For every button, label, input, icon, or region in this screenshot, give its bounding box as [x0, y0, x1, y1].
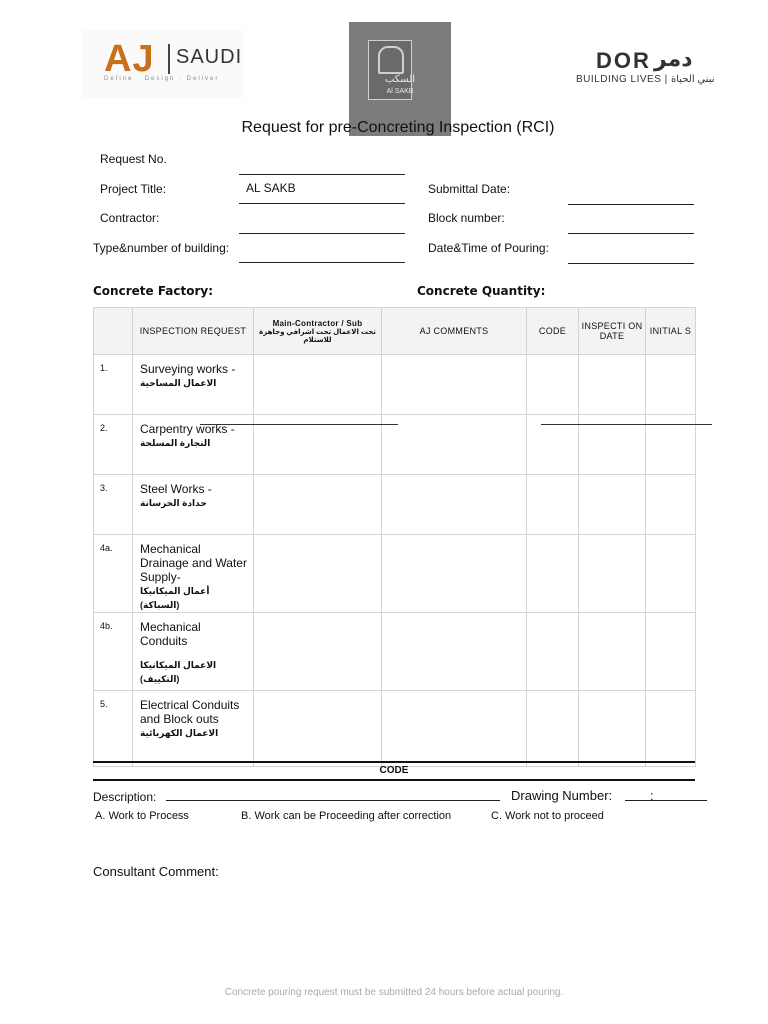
- contractor-cell[interactable]: [254, 355, 382, 415]
- footer-note: Concrete pouring request must be submitted 24 hours before actual pouring.: [224, 987, 564, 998]
- aj-saudi-logo: [82, 30, 244, 98]
- contractor-label: Contractor:: [100, 211, 160, 225]
- item-arabic: حدادة الخرسانة: [140, 498, 207, 508]
- request-no-field[interactable]: [239, 174, 405, 175]
- initials-cell[interactable]: [646, 613, 696, 691]
- consultant-comment-area[interactable]: [93, 884, 695, 974]
- contractor-cell[interactable]: [254, 535, 382, 613]
- inspection-date-cell[interactable]: [579, 691, 646, 767]
- inspection-date-cell[interactable]: [579, 613, 646, 691]
- table-header-row: [94, 308, 696, 355]
- code-band: [93, 761, 695, 781]
- dor-logo-arabic: دمر: [654, 46, 693, 71]
- horse-icon: [378, 46, 404, 74]
- item-arabic: الاعمال المساحية: [140, 378, 217, 388]
- comments-cell[interactable]: [382, 415, 527, 475]
- initials-cell[interactable]: [646, 535, 696, 613]
- page-title: Request for pre-Concreting Inspection (RCI): [241, 119, 555, 136]
- initials-cell[interactable]: [646, 355, 696, 415]
- contractor-cell[interactable]: [254, 613, 382, 691]
- divider-line: [200, 424, 398, 425]
- comments-cell[interactable]: [382, 475, 527, 535]
- description-field[interactable]: [166, 800, 500, 801]
- inspection-date-cell[interactable]: [579, 475, 646, 535]
- item-english: Electrical Conduits and Block outs: [140, 698, 240, 726]
- inspection-item: [133, 613, 254, 691]
- table-row: [94, 535, 696, 613]
- dor-logo-tagline: BUILDING LIVES | نبني الحياة: [576, 74, 715, 85]
- concrete-quantity-label: Concrete Quantity:: [417, 284, 546, 298]
- description-label: Description:: [93, 790, 157, 804]
- comments-cell[interactable]: [382, 613, 527, 691]
- initials-cell[interactable]: [646, 691, 696, 767]
- drawing-number-field[interactable]: [625, 800, 707, 801]
- inspection-date-cell[interactable]: [579, 355, 646, 415]
- item-arabic: أعمال الميكانيكا (السباكة): [140, 586, 210, 610]
- item-english: Mechanical Conduits: [140, 620, 201, 648]
- initials-cell[interactable]: [646, 475, 696, 535]
- header-main-contractor: [254, 308, 382, 355]
- row-number: 4a.: [94, 535, 133, 613]
- code-cell[interactable]: [527, 535, 579, 613]
- row-number: 3.: [94, 475, 133, 535]
- dor-logo: [566, 42, 722, 102]
- inspection-item: [133, 355, 254, 415]
- drawing-number-value[interactable]: :: [650, 788, 654, 803]
- inspection-item: [133, 535, 254, 613]
- inspection-table: [93, 307, 696, 767]
- inspection-item: [133, 691, 254, 767]
- header-inspection-date: INSPECTI ON DATE: [579, 308, 646, 355]
- type-building-field[interactable]: [239, 262, 405, 263]
- drawing-number-label: Drawing Number:: [511, 788, 613, 803]
- header-inspection-request: INSPECTION REQUEST: [133, 308, 254, 355]
- header-aj-comments: AJ COMMENTS: [382, 308, 527, 355]
- item-english: Surveying works -: [140, 362, 236, 376]
- table-row: [94, 691, 696, 767]
- contractor-cell[interactable]: [254, 475, 382, 535]
- row-number: 2.: [94, 415, 133, 475]
- inspection-item: [133, 475, 254, 535]
- block-number-field[interactable]: [568, 233, 694, 234]
- item-english: Steel Works -: [140, 482, 212, 496]
- concrete-factory-label: Concrete Factory:: [93, 284, 214, 298]
- code-cell[interactable]: [527, 613, 579, 691]
- item-english: Mechanical Drainage and Water Supply-: [140, 542, 247, 584]
- submittal-date-field[interactable]: [568, 204, 694, 205]
- code-band-label: CODE: [379, 765, 409, 776]
- pouring-datetime-label: Date&Time of Pouring:: [428, 241, 549, 255]
- table-row: [94, 613, 696, 691]
- request-no-label: Request No.: [100, 152, 167, 166]
- code-cell[interactable]: [527, 355, 579, 415]
- item-english: Carpentry works -: [140, 422, 235, 436]
- table-row: [94, 475, 696, 535]
- option-b: B. Work can be Proceeding after correction: [241, 810, 452, 822]
- comments-cell[interactable]: [382, 355, 527, 415]
- dor-logo-latin: DOR: [596, 48, 651, 73]
- logo-divider: [168, 44, 170, 74]
- divider-line: [541, 424, 712, 425]
- item-arabic: الاعمال الميكانيكا (التكييف): [140, 660, 217, 684]
- aj-logo-tagline: Define · Design · Deliver: [104, 76, 220, 82]
- row-number: 4b.: [94, 613, 133, 691]
- comments-cell[interactable]: [382, 691, 527, 767]
- aj-logo-saudi: SAUDI: [176, 46, 243, 68]
- consultant-comment-label: Consultant Comment:: [93, 864, 219, 879]
- row-number: 1.: [94, 355, 133, 415]
- block-number-label: Block number:: [428, 211, 505, 225]
- al-sakb-logo-english: Al SAKB: [386, 88, 414, 95]
- comments-cell[interactable]: [382, 535, 527, 613]
- al-sakb-logo-arabic: السكب: [384, 74, 416, 85]
- header-main-contractor-ar: تحت الاعمال تحت اشرافي وجاهزة للاستلام: [259, 329, 376, 344]
- header-initials: INITIAL S: [646, 308, 696, 355]
- header-main-contractor-en: Main-Contractor / Sub: [272, 319, 363, 328]
- project-title-value[interactable]: AL SAKB: [246, 181, 296, 195]
- inspection-date-cell[interactable]: [579, 535, 646, 613]
- header-number: [94, 308, 133, 355]
- item-arabic: النجارة المسلحة: [140, 438, 211, 448]
- aj-logo-letters: AJ: [104, 38, 155, 80]
- project-title-field[interactable]: [239, 203, 405, 204]
- submittal-date-label: Submittal Date:: [428, 182, 511, 196]
- contractor-cell[interactable]: [254, 691, 382, 767]
- pouring-datetime-field[interactable]: [568, 263, 694, 264]
- code-cell[interactable]: [527, 691, 579, 767]
- option-c: C. Work not to proceed: [491, 810, 604, 822]
- header-code: CODE: [527, 308, 579, 355]
- table-row: [94, 355, 696, 415]
- type-building-label: Type&number of building:: [93, 241, 230, 255]
- project-title-label: Project Title:: [100, 182, 167, 196]
- contractor-field[interactable]: [239, 233, 405, 234]
- option-a: A. Work to Process: [95, 810, 189, 822]
- code-cell[interactable]: [527, 475, 579, 535]
- item-arabic: الاعمال الكهربائية: [140, 728, 219, 738]
- row-number: 5.: [94, 691, 133, 767]
